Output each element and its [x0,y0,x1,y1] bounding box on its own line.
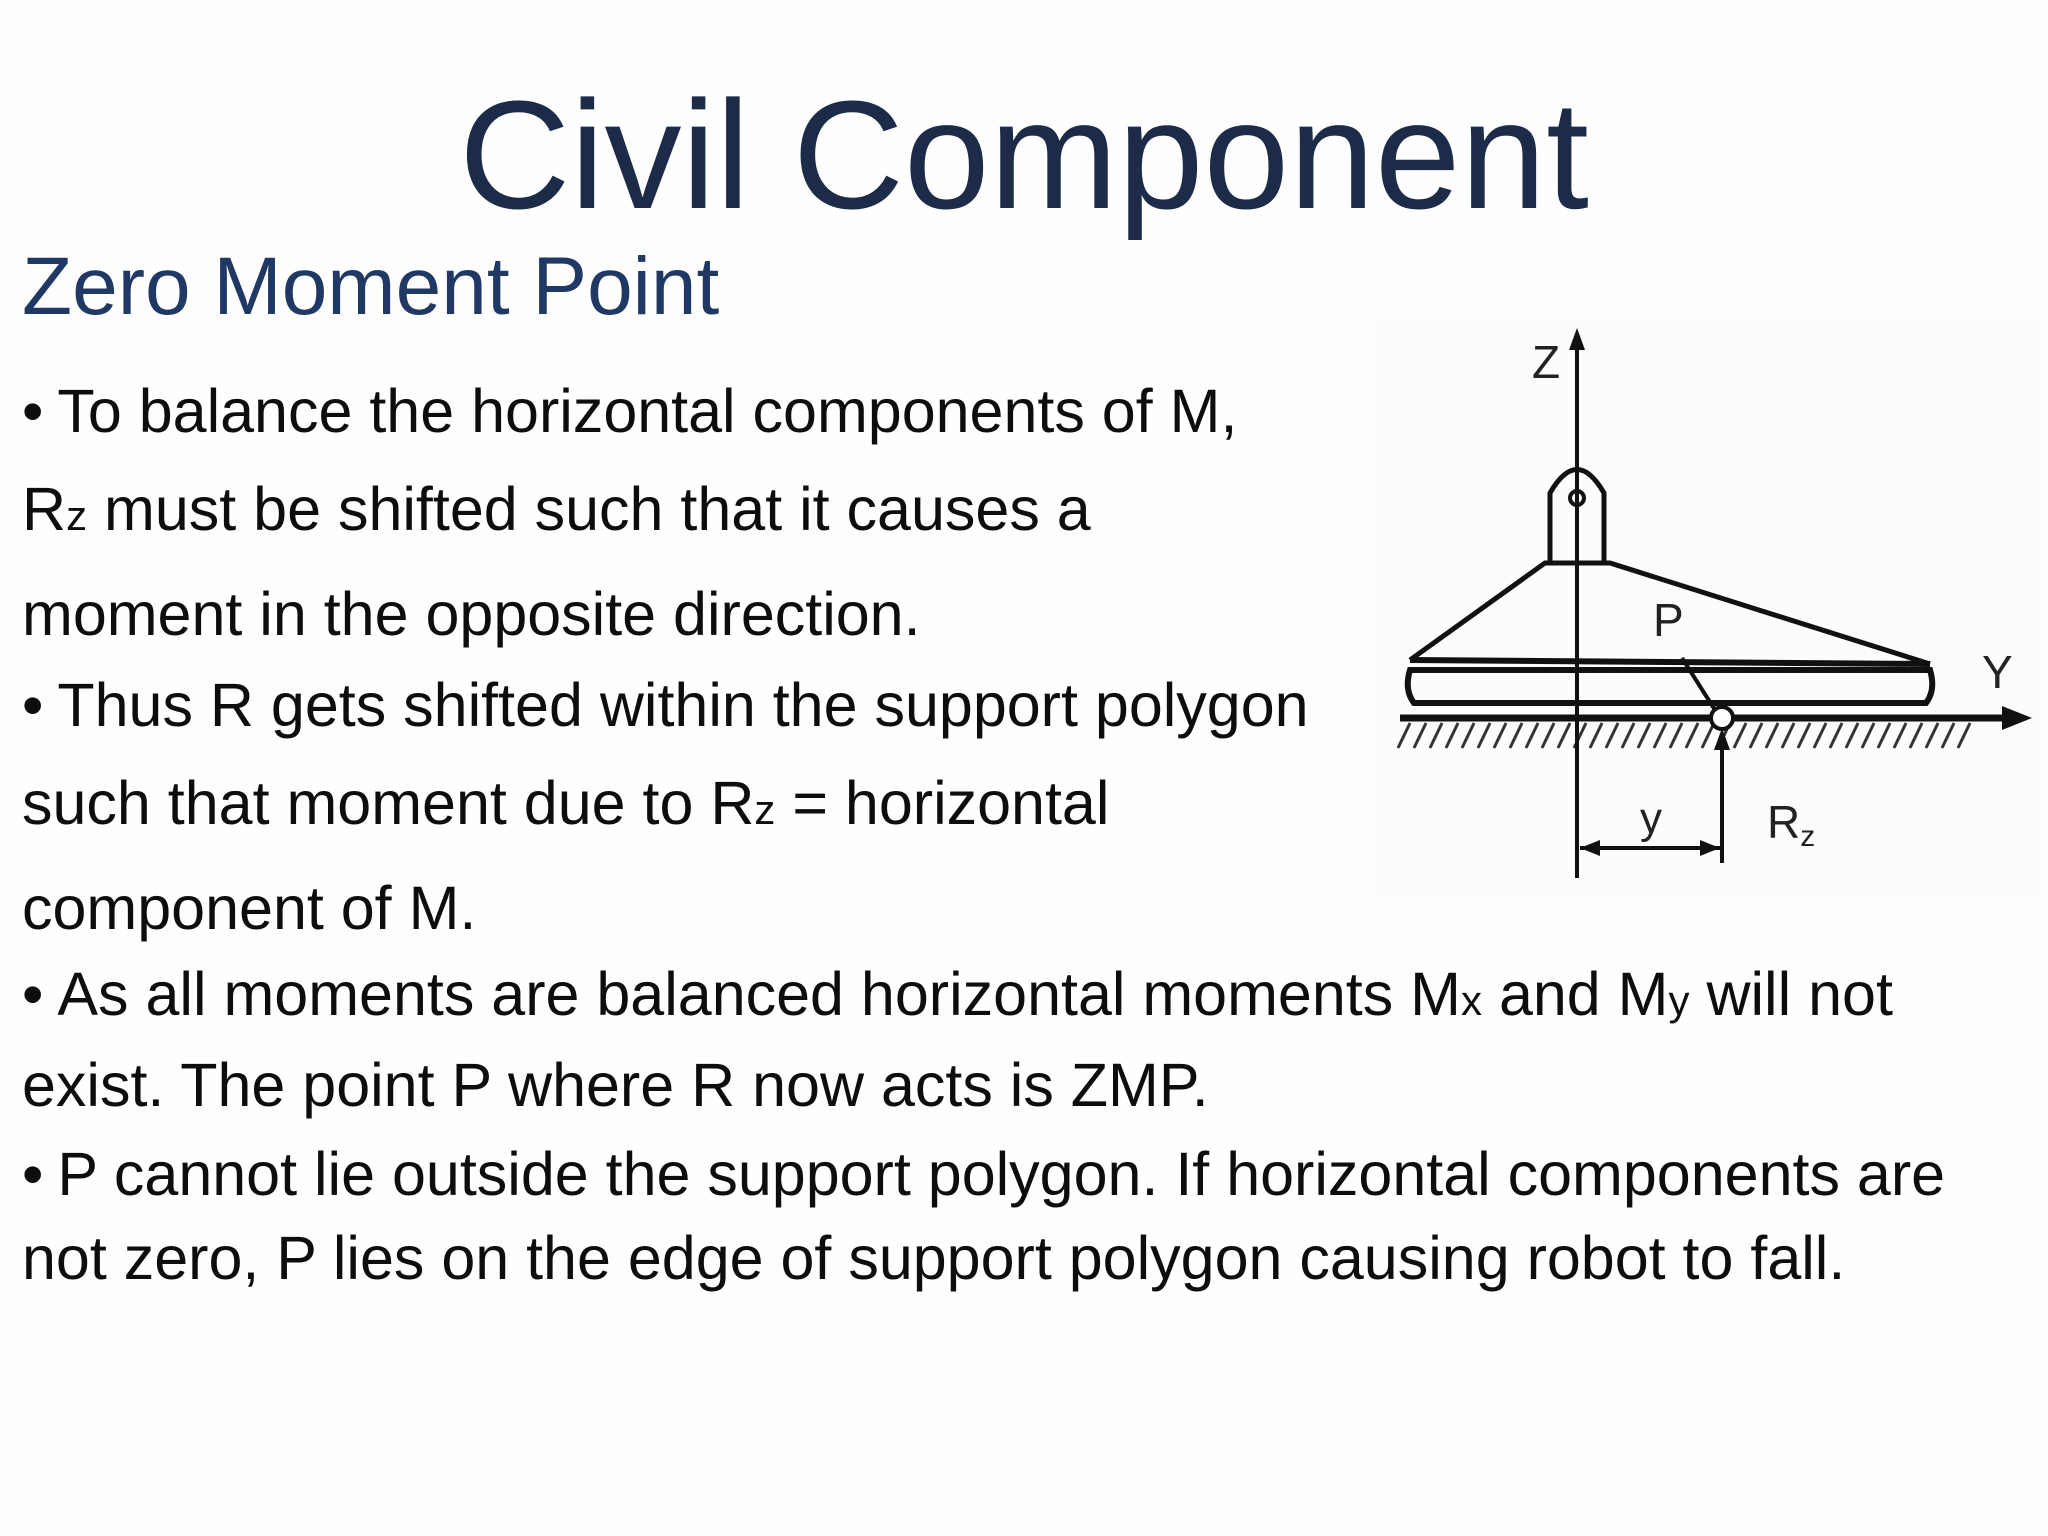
bullet-dot: • [22,671,44,739]
zmp-diagram-svg [1370,318,2040,898]
text-run: such that moment due to R [22,769,755,837]
text-run: and M [1482,960,1669,1028]
y-axis-label: Y [1982,646,2013,698]
bullet-dot: • [22,960,44,1028]
bullet-paragraph-3 [22,952,1893,1127]
text-line: moment in the opposite direction. [22,580,921,648]
bullet-paragraph-4 [22,1132,1945,1300]
subscript: y [1668,977,1690,1024]
bullet-dot: • [22,377,44,445]
text-line: exist. The point P where R now acts is ZMP. [22,1051,1209,1119]
text-run: = horizontal [775,769,1110,837]
subscript: x [1461,977,1482,1024]
bullet-paragraph-1 [22,362,1237,663]
p-label: P [1653,594,1684,646]
bullet-line [22,656,1309,754]
text-line: To balance the horizontal components of M, [57,377,1238,445]
text-run: R [22,475,67,543]
text-line: component of M. [22,874,477,942]
slide-title: Civil Component [459,69,1589,241]
text-line: not zero, P lies on the edge of support polygon causing robot to fall. [22,1224,1846,1292]
bullet-dot: • [22,1140,44,1208]
rz-main: R [1767,796,1801,848]
bullet-line [22,1132,1945,1216]
foot-top-edge [1410,660,1930,664]
text-line: P cannot lie outside the support polygon. If horizontal components are [57,1140,1946,1208]
bullet-paragraph-2 [22,656,1309,957]
subscript: z [754,786,776,833]
zmp-diagram [1370,318,2040,898]
bullet-line [22,952,1893,1043]
text-line: Thus R gets shifted within the support polygon [57,671,1309,739]
y-distance-label: y [1640,794,1662,843]
bullet-line [22,362,1237,460]
text-line [22,460,1237,565]
text-line [22,754,1309,859]
figure-background [1370,318,2040,898]
text-run: must be shifted such that it causes a [87,475,1091,543]
text-run: As all moments are balanced horizontal moments M [57,960,1461,1028]
slide-subtitle: Zero Moment Point [22,241,720,332]
subscript: z [66,492,88,539]
text-run: will not [1689,960,1893,1028]
rz-subscript: z [1800,820,1816,853]
z-axis-label: Z [1532,336,1561,388]
